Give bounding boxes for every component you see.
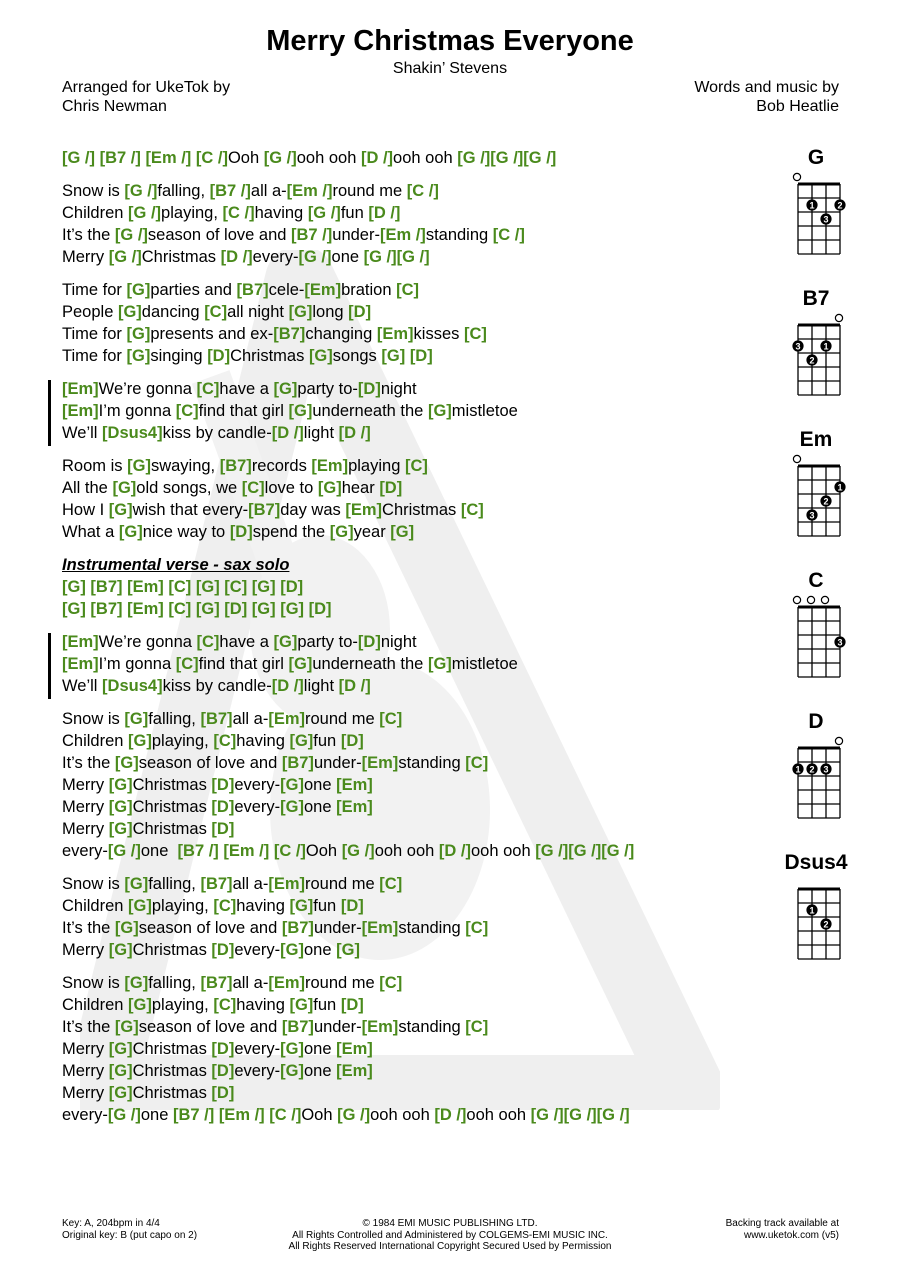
lyric-line [62,598,762,620]
artist-name: Shakin’ Stevens [392,60,508,77]
lyric-line: [G /] [B7 /] [Em /] [C /]Ooh [G /]ooh ooh [D /]ooh ooh [G /][G /][G /] [62,149,557,167]
chord-symbol: [C] [379,710,403,728]
footer-key: Key: A, 204bpm in 4/4 [62,1218,160,1229]
chord-symbol: [D] [348,303,372,321]
chord-symbol: [G /] [601,842,635,860]
lyric-line: Snow is [G /]falling, [B7 /]all a-[Em /]round me [C /] [62,182,439,200]
open-string-marker [793,596,800,603]
finger-number: 2 [809,764,815,775]
arranger-line-2: Chris Newman [62,98,167,115]
chord-symbol: [C] [379,974,403,992]
lyric-line: How I [G]wish that every-[B7]day was [Em]Christmas [C] [62,501,484,519]
chord-symbol: [Em] [361,754,399,772]
chord-symbol: [G] [427,655,452,673]
chord-symbol: [G /] [396,248,430,266]
chord-symbol: [D] [357,380,381,398]
chord-symbol: [Em] [127,600,164,618]
songwriter-line-1: Words and music by [694,79,839,96]
chord-symbol: [C] [168,578,192,596]
chord-symbol: [B7] [248,501,281,519]
chord-symbol: [Em] [268,974,305,992]
lyrics-body [62,147,762,1126]
chord-symbol: [B7 /] [177,842,219,860]
chord-symbol: [G /] [124,182,158,200]
chord-symbol: [D /] [271,677,304,695]
chord-symbol: [D] [211,1040,235,1058]
chorus-section [62,378,762,444]
chord-symbol: [Em] [127,578,164,596]
lyric-line: Merry [G]Christmas [D]every-[G]one [Em] [62,776,373,794]
chord-symbol: [B7] [236,281,269,299]
chord-symbol: [G] [126,281,151,299]
chord-symbol: [G /] [523,149,557,167]
chord-symbol: [G] [126,347,151,365]
chord-symbol: [D] [211,820,235,838]
lyric-line: every-[G /]one [B7 /] [Em /] [C /]Ooh [G /]ooh ooh [D /]ooh ooh [G /][G /][G /] [62,1106,630,1124]
lyric-line: Snow is [G]falling, [B7]all a-[Em]round me [C] [62,875,403,893]
chord-symbol: [G] [280,941,304,959]
chord-chart-name: C [808,569,824,592]
chord-symbol: [G] [280,798,304,816]
chord-symbol: [Em] [361,1018,399,1036]
chord-symbol: [G /] [457,149,491,167]
chord-symbol: [G] [195,600,220,618]
chord-symbol: [Em] [361,919,399,937]
chord-symbol: [Em /] [145,149,192,167]
chord-symbol: [B7] [281,754,314,772]
lyric-line: We’ll [Dsus4]kiss by candle-[D /]light [D /] [62,677,371,695]
chord-symbol: [Em] [376,325,414,343]
verse-section [62,180,762,268]
songwriter-credit [694,78,839,116]
chord-symbol: [G /] [108,248,142,266]
lyric-line [62,576,762,598]
chord-symbol: [G] [108,776,133,794]
chord-symbol: [G] [288,303,313,321]
chord-symbol: [C /] [222,204,255,222]
chord-symbol: [C] [213,996,237,1014]
lyric-line: Merry [G]Christmas [D] [62,1084,235,1102]
chord-symbol: [D /] [438,842,471,860]
chord-symbol: [Em /] [223,842,270,860]
chord-symbol: [G /] [128,204,162,222]
chord-symbol: [G /] [307,204,341,222]
open-string-marker [835,737,842,744]
chord-symbol: [G] [288,402,313,420]
chorus-marker-bar [48,380,51,446]
verse-section [62,147,762,169]
lyric-line: Children [G]playing, [C]having [G]fun [D] [62,897,364,915]
chord-symbol: [G /] [114,226,148,244]
chord-symbol: [G] [108,1040,133,1058]
lyric-line: Time for [G]parties and [B7]cele-[Em]bration [C] [62,281,420,299]
chord-symbol: [B7] [200,974,233,992]
lyric-line: [Em]We’re gonna [C]have a [G]party to-[D]night [62,380,417,398]
chord-symbol: [G] [280,600,305,618]
chord-chart-name: Em [799,428,833,451]
chord-symbol: [G] [108,1084,133,1102]
chord-symbol: [Em] [268,710,305,728]
chord-symbol: [G] [308,347,333,365]
chord-symbol: [G] [288,655,313,673]
lyric-line: Merry [G]Christmas [D]every-[G]one [Em] [62,1040,373,1058]
verse-section [62,873,762,961]
chord-symbol: [G] [108,798,133,816]
chorus-section [62,631,762,697]
chord-symbol: [D] [211,941,235,959]
lyric-line: Children [G]playing, [C]having [G]fun [D] [62,732,364,750]
lyric-line: [Em]I’m gonna [C]find that girl [G]underneath the [G]mistletoe [62,402,518,420]
finger-number: 2 [823,919,829,930]
verse-section [62,279,762,367]
chord-diagram [776,710,856,830]
verse-section [62,455,762,543]
finger-number: 2 [823,496,829,507]
chord-symbol: [G] [390,523,415,541]
lyric-line: Merry [G]Christmas [D]every-[G]one [Em] [62,798,373,816]
finger-number: 3 [823,214,829,225]
chord-symbol: [G /] [530,1106,564,1124]
chord-symbol: [Em] [336,1062,373,1080]
chord-diagram [776,428,856,548]
chord-symbol: [G /] [62,149,95,167]
chord-symbol: [G] [124,974,149,992]
lyric-line: Time for [G]singing [D]Christmas [G]songs [G] [D] [62,347,433,365]
chord-symbol: [C] [465,1018,489,1036]
lyric-line: It’s the [G]season of love and [B7]under-[Em]standing [C] [62,919,489,937]
chord-symbol: [C] [224,578,248,596]
chord-symbol: [G] [124,875,149,893]
chord-symbol: [G /] [107,842,141,860]
chord-symbol: [D] [357,633,381,651]
chord-symbol: [C /] [269,1106,302,1124]
finger-number: 1 [809,905,815,916]
chord-symbol: [D /] [360,149,394,167]
chord-symbol: [G] [329,523,354,541]
footer-copyright-line-1: © 1984 EMI MUSIC PUBLISHING LTD. [362,1218,538,1229]
chord-symbol: [G] [280,776,304,794]
chord-symbol: [Em] [62,655,99,673]
chord-symbol: [C] [213,732,237,750]
lyric-line: We’ll [Dsus4]kiss by candle-[D /]light [D /] [62,424,371,442]
chord-symbol: [G] [108,820,133,838]
chord-symbol: [G /] [337,1106,371,1124]
chord-symbol: [B7 /] [172,1106,215,1124]
chord-symbol: [B7] [281,1018,314,1036]
chord-symbol: [G] [317,479,342,497]
chord-symbol: [G] [280,1040,304,1058]
lyric-line: Merry [G /]Christmas [D /]every-[G /]one [G /][G /] [62,248,430,266]
chord-symbol: [G] [251,600,276,618]
chord-symbol: [G] [124,710,149,728]
chord-symbol: [G] [128,897,152,915]
chord-symbol: [D] [379,479,403,497]
chord-symbol: [B7] [90,578,123,596]
lyric-line: every-[G /]one [B7 /] [Em /] [C /]Ooh [G /]ooh ooh [D /]ooh ooh [G /][G /][G /] [62,842,635,860]
chord-symbol: [B7] [200,710,233,728]
lyric-line: What a [G]nice way to [D]spend the [G]year [G] [62,523,415,541]
lyric-line: It’s the [G]season of love and [B7]under-[Em]standing [C] [62,754,489,772]
lyric-line: Merry [G]Christmas [D] [62,820,235,838]
chord-symbol: [B7 /] [291,226,333,244]
lyric-line: All the [G]old songs, we [C]love to [G]hear [D] [62,479,403,497]
chord-symbol: [Dsus4] [102,677,163,695]
chord-symbol: [G] [280,1062,304,1080]
songwriter-line-2: Bob Heatlie [756,98,839,115]
chord-symbol: [G] [62,578,86,596]
verse-section [62,554,762,620]
chord-symbol: [D /] [220,248,253,266]
chord-symbol: [D] [280,578,304,596]
open-string-marker [807,596,814,603]
finger-number: 1 [837,482,843,493]
chord-symbol: [D /] [338,677,371,695]
open-string-marker [835,314,842,321]
chord-symbol: [G] [289,897,314,915]
footer-website-link[interactable]: www.uketok.com (v5) [743,1229,839,1241]
chord-symbol: [B7] [90,600,123,618]
chord-symbol: [D] [340,996,364,1014]
finger-number: 3 [809,510,815,521]
finger-number: 1 [823,341,829,352]
chord-diagram [776,146,856,266]
chord-symbol: [C] [241,479,265,497]
chord-symbol: [Em /] [286,182,333,200]
chord-symbol: [D /] [368,204,401,222]
lyric-line: Room is [G]swaying, [B7]records [Em]playing [C] [62,457,428,475]
finger-number: 2 [809,355,815,366]
open-string-marker [821,596,828,603]
chord-symbol: [C /] [492,226,525,244]
chord-diagram [776,569,856,689]
chord-symbol: [G] [112,479,137,497]
open-string-marker [793,173,800,180]
chord-symbol: [G /] [298,248,332,266]
lyric-line: Snow is [G]falling, [B7]all a-[Em]round me [C] [62,710,403,728]
lyric-line: [Em]I’m gonna [C]find that girl [G]underneath the [G]mistletoe [62,655,518,673]
chord-symbol: [G] [118,523,143,541]
lyric-line: Children [G /]playing, [C /]having [G /]fun [D /] [62,204,401,222]
chord-symbol: [Em /] [218,1106,265,1124]
finger-number: 3 [795,341,801,352]
chord-symbol: [Em] [311,457,349,475]
chord-symbol: [C] [168,600,192,618]
chord-diagram [776,851,856,971]
chord-symbol: [C /] [273,842,306,860]
chord-symbol: [G] [195,578,220,596]
chord-symbol: [G] [62,600,86,618]
chord-symbol: [Em] [62,633,99,651]
chord-symbol: [D] [308,600,332,618]
chorus-marker-bar [48,633,51,699]
chord-symbol: [G] [117,303,142,321]
lyric-line: [Em]We’re gonna [C]have a [G]party to-[D]night [62,633,417,651]
chord-symbol: [Dsus4] [102,424,163,442]
chord-symbol: [G] [108,501,133,519]
chord-symbol: [C] [396,281,420,299]
chord-symbol: [D /] [271,424,304,442]
chord-symbol: [G /] [596,1106,630,1124]
chord-symbol: [G] [427,402,452,420]
chord-symbol: [B7 /] [99,149,141,167]
chord-symbol: [G] [108,941,133,959]
chord-symbol: [B7] [200,875,233,893]
chord-symbol: [B7] [219,457,252,475]
arranger-line-1: Arranged for UkeTok by [62,79,231,96]
chord-symbol: [G] [128,732,152,750]
chord-symbol: [G] [289,996,314,1014]
chord-symbol: [C] [465,754,489,772]
lyric-line: It’s the [G]season of love and [B7]under-[Em]standing [C] [62,1018,489,1036]
chord-symbol: [Em] [62,402,99,420]
chord-chart-name: D [808,710,824,733]
chord-symbol: [C] [196,380,220,398]
chord-symbol: [D] [207,347,231,365]
chord-symbol: [G /] [563,1106,597,1124]
lyric-line: It’s the [G /]season of love and [B7 /]under-[Em /]standing [C /] [62,226,525,244]
chord-symbol: [G] [289,732,314,750]
chord-symbol: [G] [336,941,360,959]
chord-symbol: [C] [196,633,220,651]
verse-section [62,972,762,1126]
footer-backing-track [726,1218,839,1241]
chord-symbol: [Em] [304,281,342,299]
verse-section [62,708,762,862]
chord-symbol: [C] [213,897,237,915]
chord-symbol: [Em] [62,380,99,398]
chord-symbol: [D] [211,1084,235,1102]
chord-symbol: [Em /] [379,226,426,244]
finger-number: 2 [837,200,843,211]
chord-symbol: [Em] [336,776,373,794]
chord-symbol: [G /] [263,149,297,167]
chord-symbol: [Em] [268,875,305,893]
chord-symbol: [D] [211,776,235,794]
footer-backing-text: Backing track available at [725,1218,839,1229]
finger-number: 1 [795,764,801,775]
chord-symbol: [G] [251,578,276,596]
lyric-line: Merry [G]Christmas [D]every-[G]one [Em] [62,1062,373,1080]
chord-symbol: [G /] [535,842,569,860]
finger-number: 3 [837,637,843,648]
chord-symbol: [D] [340,897,364,915]
song-title: Merry Christmas Everyone [266,25,634,57]
chord-symbol: [B7] [281,919,314,937]
chord-symbol: [Em] [336,798,373,816]
open-string-marker [793,455,800,462]
chord-diagram [776,287,856,407]
chord-symbol: [D] [340,732,364,750]
chord-symbol: [D] [211,1062,235,1080]
chord-symbol: [G] [114,1018,139,1036]
chord-symbol: [D] [211,798,235,816]
arranger-credit [62,78,230,116]
chord-symbol: [B7 /] [209,182,251,200]
chord-symbol: [G /] [107,1106,141,1124]
chord-symbol: [D /] [434,1106,467,1124]
chord-symbol: [G /] [568,842,602,860]
chord-symbol: [D] [224,600,248,618]
chord-symbol: [G] [128,996,152,1014]
chord-symbol: [G /] [341,842,375,860]
chord-symbol: [Em] [345,501,383,519]
chord-symbol: [G] [114,754,139,772]
chord-symbol: [C] [379,875,403,893]
chord-symbol: [G] [114,919,139,937]
chord-symbol: [D] [409,347,433,365]
lyric-line: Merry [G]Christmas [D]every-[G]one [G] [62,941,360,959]
chord-symbol: [C] [175,655,199,673]
footer-original-key: Original key: B (put capo on 2) [62,1229,198,1241]
chord-symbol: [G] [126,325,151,343]
chord-symbol: [C] [204,303,228,321]
chord-symbol: [C] [404,457,428,475]
chord-symbol: [G] [273,633,298,651]
chord-symbol: [G] [127,457,151,475]
chord-symbol: [D] [229,523,253,541]
chord-symbol: [G] [381,347,406,365]
lyric-line: Time for [G]presents and ex-[B7]changing [Em]kisses [C] [62,325,487,343]
footer-copyright-line-3: All Rights Reserved International Copyright Secured Used by Permission [288,1241,612,1252]
finger-number: 1 [809,200,815,211]
chord-symbol: [C] [463,325,487,343]
chord-symbol: [D /] [338,424,371,442]
chord-symbol: [G /] [490,149,524,167]
chord-symbol: [C] [460,501,484,519]
chord-chart-name: G [807,146,825,169]
chord-symbol: [G] [273,380,298,398]
chord-symbol: [C /] [195,149,228,167]
chord-chart-name: Dsus4 [784,851,848,874]
finger-number: 3 [823,764,829,775]
lyric-line: Snow is [G]falling, [B7]all a-[Em]round me [C] [62,974,403,992]
lyric-line: People [G]dancing [C]all night [G]long [D] [62,303,372,321]
chord-symbol: [C] [175,402,199,420]
chord-symbol: [C] [465,919,489,937]
chord-symbol: [G /] [363,248,397,266]
lyric-line: Children [G]playing, [C]having [G]fun [D] [62,996,364,1014]
chord-symbol: [B7] [273,325,306,343]
chord-symbol: [G] [108,1062,133,1080]
footer-copyright-line-2: All Rights Controlled and Administered by COLGEMS-EMI MUSIC INC. [292,1229,608,1241]
chord-symbol: [Em] [336,1040,373,1058]
chord-symbol: [C /] [406,182,439,200]
chord-chart-name: B7 [802,287,830,310]
instrumental-heading: Instrumental verse - sax solo [62,556,290,574]
